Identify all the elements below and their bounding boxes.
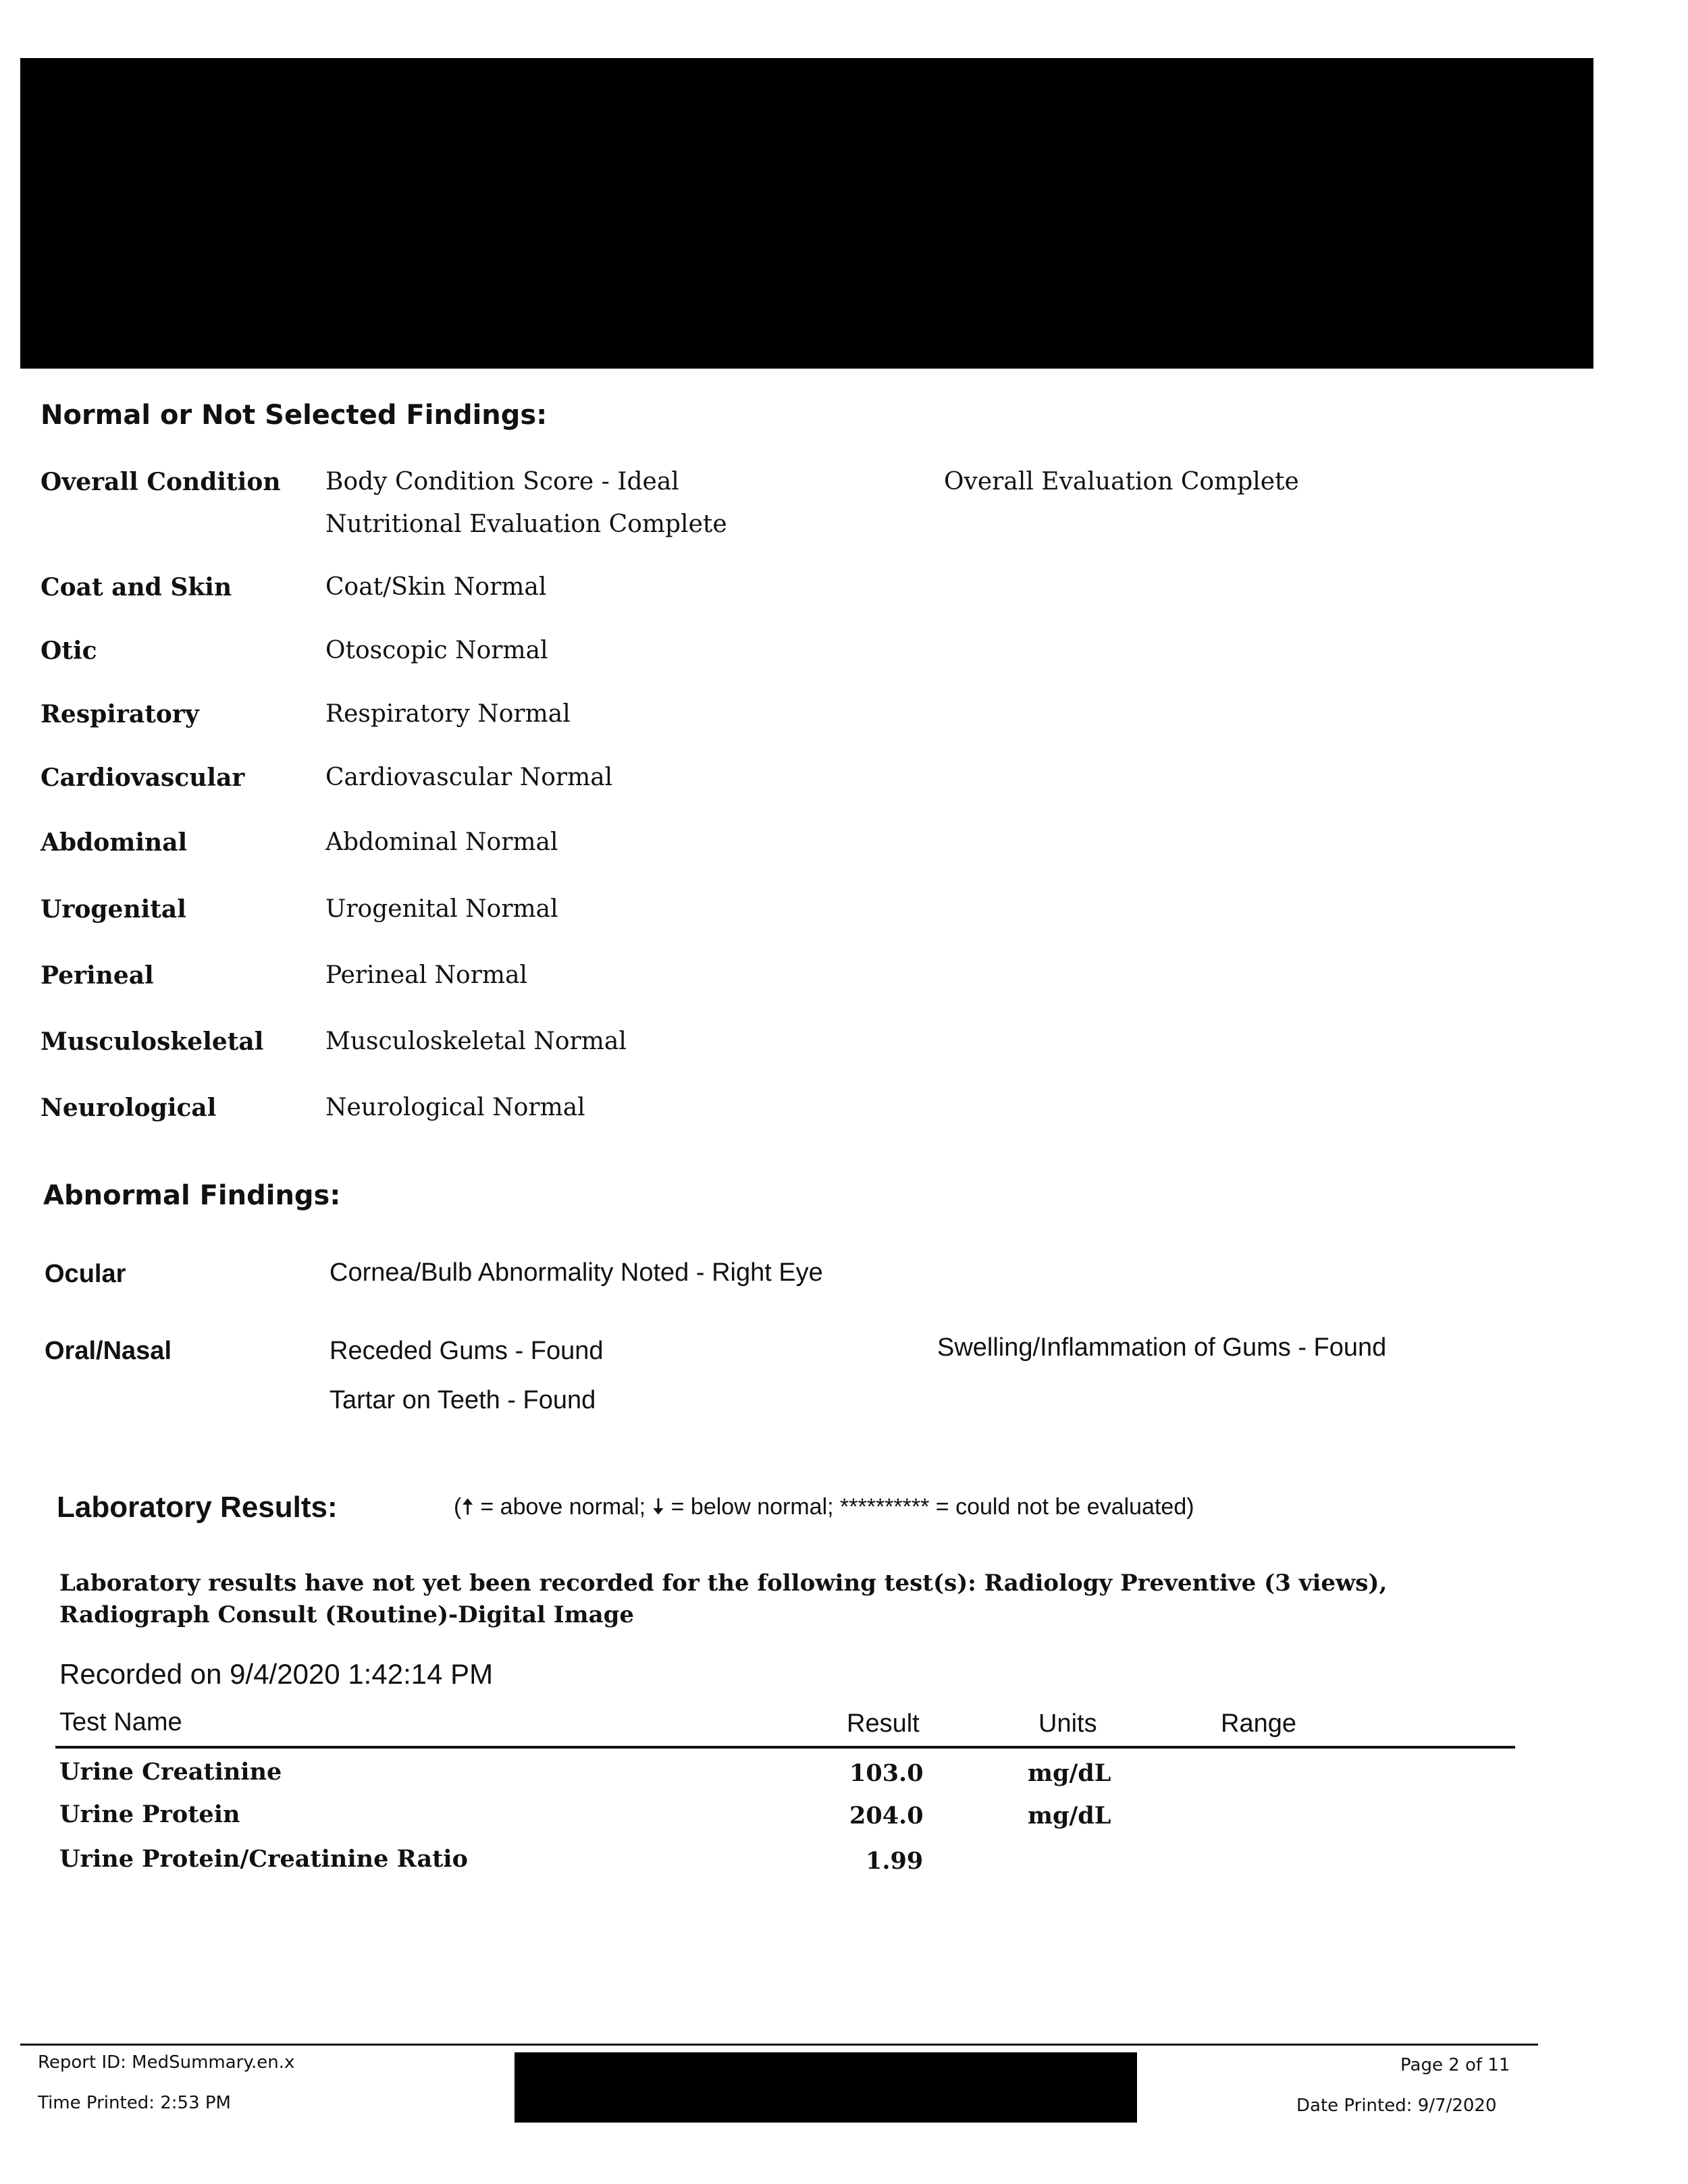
footer-date-printed: Date Printed: 9/7/2020 <box>1296 2096 1497 2116</box>
table-row-result: 103.0 <box>849 1759 924 1787</box>
category-oral-nasal: Oral/Nasal <box>45 1337 172 1365</box>
finding-swelling-gums: Swelling/Inflammation of Gums - Found <box>937 1333 1387 1362</box>
header-test-name: Test Name <box>59 1708 182 1736</box>
table-row-name: Urine Protein/Creatinine Ratio <box>59 1845 468 1873</box>
finding-overall-evaluation: Overall Evaluation Complete <box>944 468 1299 496</box>
finding-otic: Otoscopic Normal <box>325 637 548 664</box>
finding-abdominal: Abdominal Normal <box>325 828 558 856</box>
redacted-header-block <box>20 58 1593 369</box>
finding-ocular: Cornea/Bulb Abnormality Noted - Right Eye <box>329 1258 823 1287</box>
table-header-rule <box>55 1746 1515 1749</box>
finding-perineal: Perineal Normal <box>325 961 528 989</box>
pending-tests-line-2: Radiograph Consult (Routine)-Digital Image <box>59 1601 635 1628</box>
finding-coat-skin: Coat/Skin Normal <box>325 573 547 601</box>
recorded-timestamp: Recorded on 9/4/2020 1:42:14 PM <box>59 1658 494 1690</box>
footer-time-printed: Time Printed: 2:53 PM <box>38 2093 231 2113</box>
category-respiratory: Respiratory <box>41 700 199 728</box>
table-row-units: mg/dL <box>1028 1802 1111 1830</box>
table-row-result: 204.0 <box>849 1802 924 1830</box>
normal-findings-title: Normal or Not Selected Findings: <box>41 400 548 431</box>
category-cardiovascular: Cardiovascular <box>41 764 245 792</box>
footer-rule <box>20 2044 1538 2046</box>
finding-receded-gums: Receded Gums - Found <box>329 1337 604 1365</box>
table-row-name: Urine Creatinine <box>59 1758 282 1786</box>
finding-urogenital: Urogenital Normal <box>325 895 558 923</box>
category-abdominal: Abdominal <box>41 828 188 857</box>
footer-page-number: Page 2 of 11 <box>1400 2055 1510 2075</box>
header-range: Range <box>1221 1709 1296 1738</box>
table-row-result: 1.99 <box>866 1847 924 1875</box>
header-result: Result <box>847 1709 920 1738</box>
finding-nutritional: Nutritional Evaluation Complete <box>325 510 727 538</box>
table-row-name: Urine Protein <box>59 1801 240 1828</box>
lab-legend: (🠅 = above normal; 🠇 = below normal; ********** = could not be evaluated) <box>454 1494 1194 1520</box>
category-neurological: Neurological <box>41 1094 217 1122</box>
redacted-footer-block <box>515 2052 1137 2123</box>
finding-respiratory: Respiratory Normal <box>325 700 571 728</box>
category-urogenital: Urogenital <box>41 895 186 924</box>
finding-body-condition: Body Condition Score - Ideal <box>325 468 679 496</box>
finding-neurological: Neurological Normal <box>325 1094 585 1121</box>
finding-musculoskeletal: Musculoskeletal Normal <box>325 1028 627 1055</box>
header-units: Units <box>1038 1709 1097 1738</box>
category-perineal: Perineal <box>41 961 154 990</box>
category-musculoskeletal: Musculoskeletal <box>41 1028 264 1056</box>
pending-tests-line-1: Laboratory results have not yet been recorded for the following test(s): Radiology Preventive (3 views), <box>59 1570 1388 1597</box>
footer-report-id: Report ID: MedSummary.en.x <box>38 2052 295 2073</box>
category-ocular: Ocular <box>45 1260 126 1288</box>
lab-results-title: Laboratory Results: <box>57 1491 338 1524</box>
category-otic: Otic <box>41 637 97 665</box>
finding-tartar: Tartar on Teeth - Found <box>329 1386 596 1414</box>
table-row-units: mg/dL <box>1028 1759 1111 1787</box>
category-coat-skin: Coat and Skin <box>41 573 232 602</box>
abnormal-findings-title: Abnormal Findings: <box>43 1180 341 1211</box>
category-overall-condition: Overall Condition <box>41 468 281 496</box>
finding-cardiovascular: Cardiovascular Normal <box>325 764 613 791</box>
